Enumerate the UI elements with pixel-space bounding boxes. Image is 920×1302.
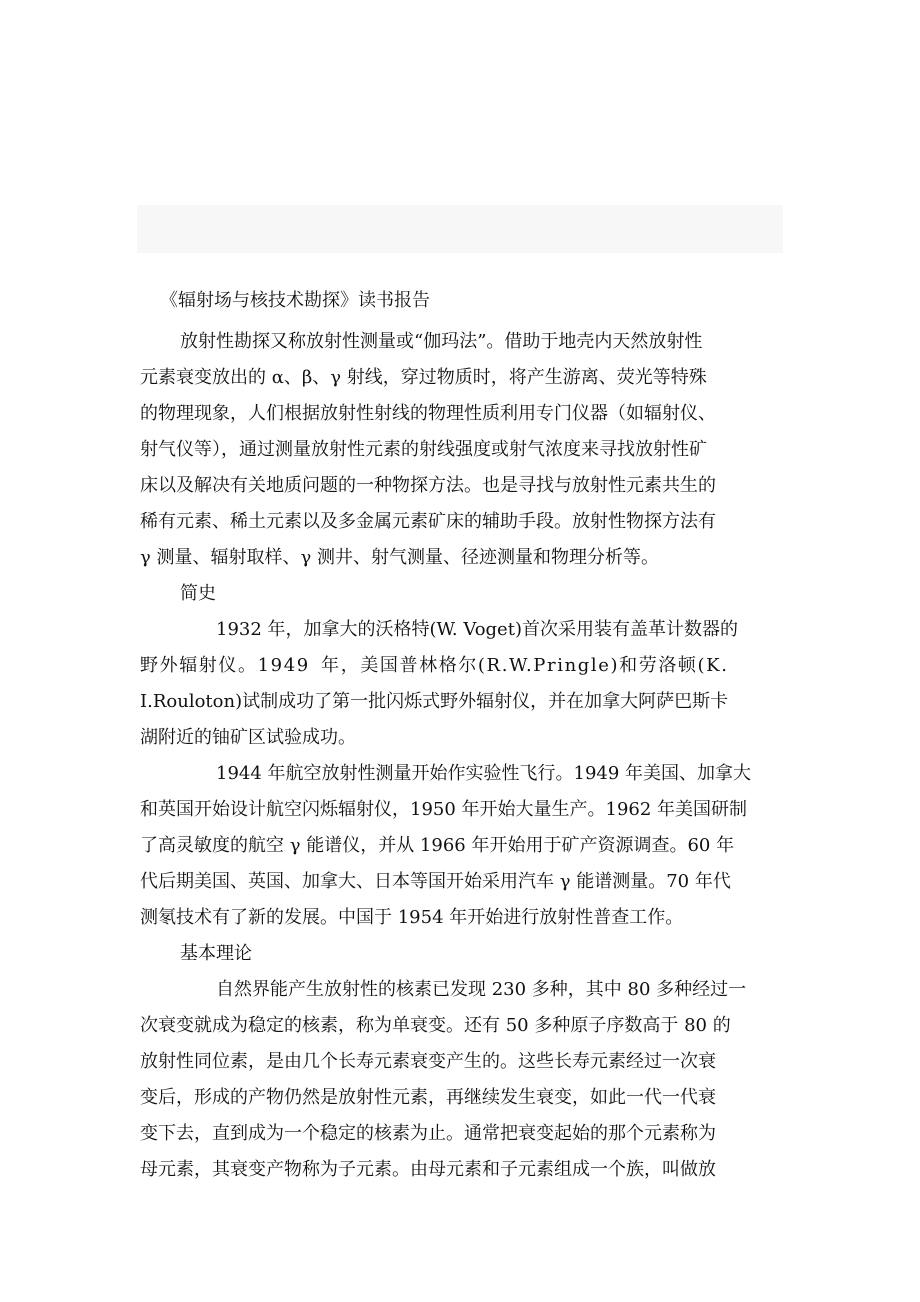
intro-line: γ 测量、辐射取样、γ 测井、射气测量、径迹测量和物理分析等。 [140, 547, 659, 568]
document-title: 《辐射场与核技术勘探》读书报告 [160, 290, 430, 311]
history-line: 了高灵敏度的航空 γ 能谱仪，并从 1966 年开始用于矿产资源调查。60 年 [140, 835, 735, 856]
intro-line: 元素衰变放出的 α、β、γ 射线，穿过物质时，将产生游离、荧光等特殊 [140, 367, 707, 388]
section-heading-history: 简史 [180, 583, 216, 604]
history-line: 1944 年航空放射性测量开始作实验性飞行。1949 年美国、加拿大 [216, 763, 752, 784]
intro-line: 放射性勘探又称放射性测量或“伽玛法”。借助于地壳内天然放射性 [180, 331, 703, 352]
intro-line: 床以及解决有关地质问题的一种物探方法。也是寻找与放射性元素共生的 [140, 475, 716, 496]
intro-line: 的物理现象，人们根据放射性射线的物理性质利用专门仪器（如辐射仪、 [140, 403, 716, 424]
history-line: 和英国开始设计航空闪烁辐射仪，1950 年开始大量生产。1962 年美国研制 [140, 799, 748, 820]
theory-line: 母元素，其衰变产物称为子元素。由母元素和子元素组成一个族，叫做放 [140, 1159, 716, 1180]
history-line: 代后期美国、英国、加拿大、日本等国开始采用汽车 γ 能谱测量。70 年代 [140, 871, 731, 892]
header-band [137, 205, 783, 253]
history-line: 测氡技术有了新的发展。中国于 1954 年开始进行放射性普查工作。 [140, 907, 684, 928]
theory-line: 次衰变就成为稳定的核素，称为单衰变。还有 50 多种原子序数高于 80 的 [140, 1015, 731, 1036]
intro-line: 稀有元素、稀土元素以及多金属元素矿床的辅助手段。放射性物探方法有 [140, 511, 716, 532]
theory-line: 放射性同位素，是由几个长寿元素衰变产生的。这些长寿元素经过一次衰 [140, 1051, 716, 1072]
intro-line: 射气仪等），通过测量放射性元素的射线强度或射气浓度来寻找放射性矿 [140, 439, 707, 460]
theory-line: 变后，形成的产物仍然是放射性元素，再继续发生衰变，如此一代一代衰 [140, 1087, 716, 1108]
section-heading-theory: 基本理论 [180, 943, 252, 964]
history-line: 湖附近的铀矿区试验成功。 [140, 727, 356, 748]
history-line: I.Rouloton)试制成功了第一批闪烁式野外辐射仪，并在加拿大阿萨巴斯卡 [140, 691, 729, 712]
history-line: 野外辐射仪。1949 年，美国普林格尔(R.W.Pringle)和劳洛顿(K. [140, 655, 729, 676]
history-line: 1932 年，加拿大的沃格特(W. Voget)首次采用装有盖革计数器的 [216, 619, 738, 640]
theory-line: 自然界能产生放射性的核素已发现 230 多种，其中 80 多种经过一 [216, 979, 747, 1000]
theory-line: 变下去，直到成为一个稳定的核素为止。通常把衰变起始的那个元素称为 [140, 1123, 716, 1144]
